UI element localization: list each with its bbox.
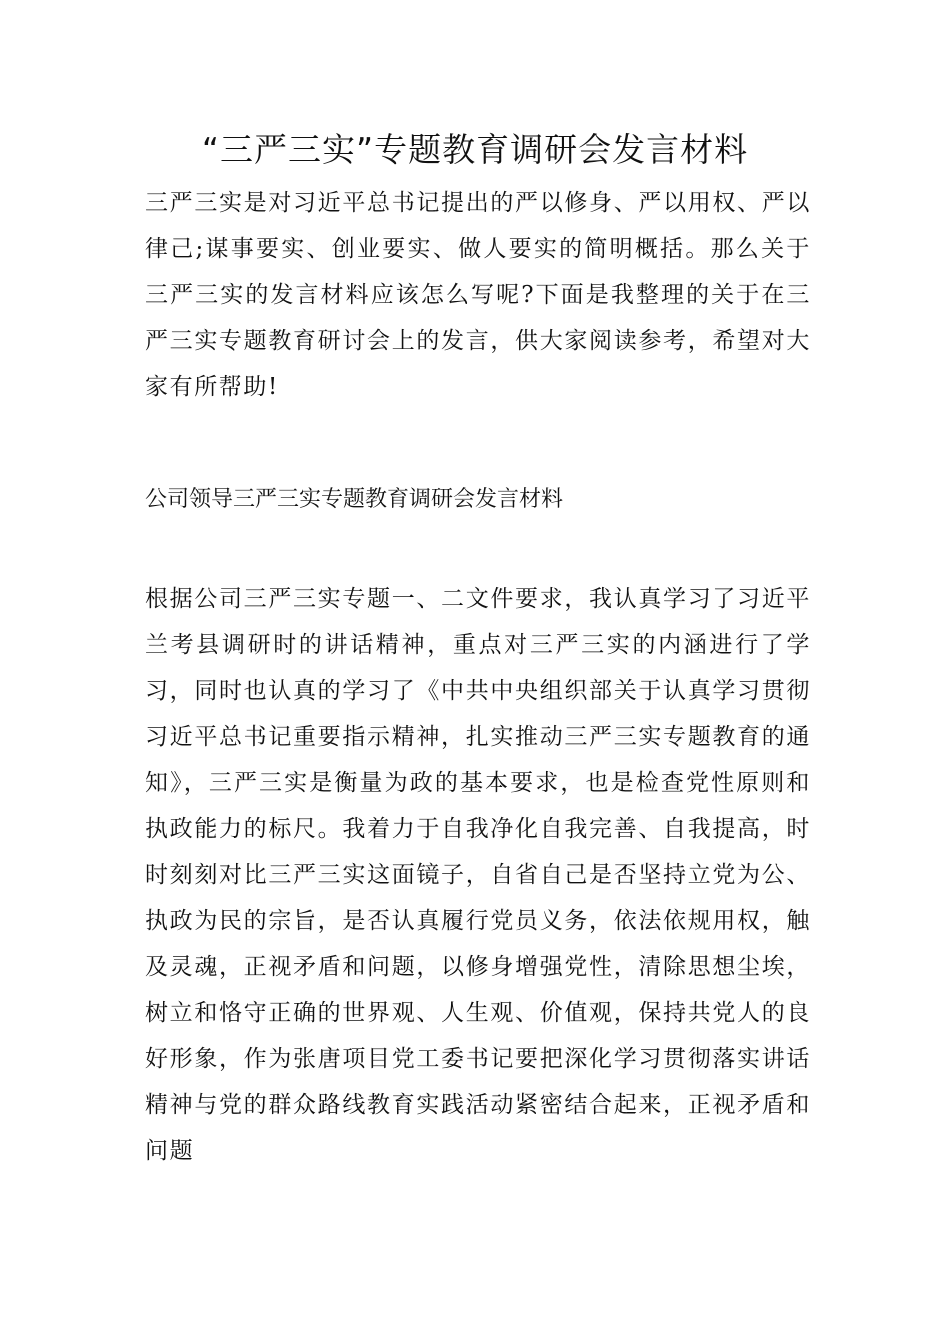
main-paragraph: 根据公司三严三实专题一、二文件要求，我认真学习了习近平兰考县调研时的讲话精神，重点对三严三实的内涵进行了学习，同时也认真的学习了《中共中央组织部关于认真学习贯彻习近平总书记重要指示精神，扎实推动三严三实专题教育的通知》，三严三实是衡量为政的基本要求，也是检查党性原则和执政能力的标尺。我着力于自我净化自我完善、自我提高，时时刻刻对比三严三实这面镜子，自省自己是否坚持立党为公、执政为民的宗旨，是否认真履行党员义务，依法依规用权，触及灵魂，正视矛盾和问题，以修身增强党性，清除思想尘埃，树立和恪守正确的世界观、人生观、价值观，保持共党人的良好形象，作为张唐项目党工委书记要把深化学习贯彻落实讲话精神与党的群众路线教育实践活动紧密结合起来，正视矛盾和问题 [145, 586, 811, 1164]
section-heading: 公司领导三严三实专题教育调研会发言材料 [145, 487, 564, 512]
document-title: “三严三实”专题教育调研会发言材料 [201, 130, 749, 169]
intro-paragraph: 三严三实是对习近平总书记提出的严以修身、严以用权、严以律己;谋事要实、创业要实、做人要实的简明概括。那么关于三严三实的发言材料应该怎么写呢?下面是我整理的关于在三严三实专题教育研讨会上的发言，供大家阅读参考，希望对大家有所帮助! [145, 190, 811, 400]
